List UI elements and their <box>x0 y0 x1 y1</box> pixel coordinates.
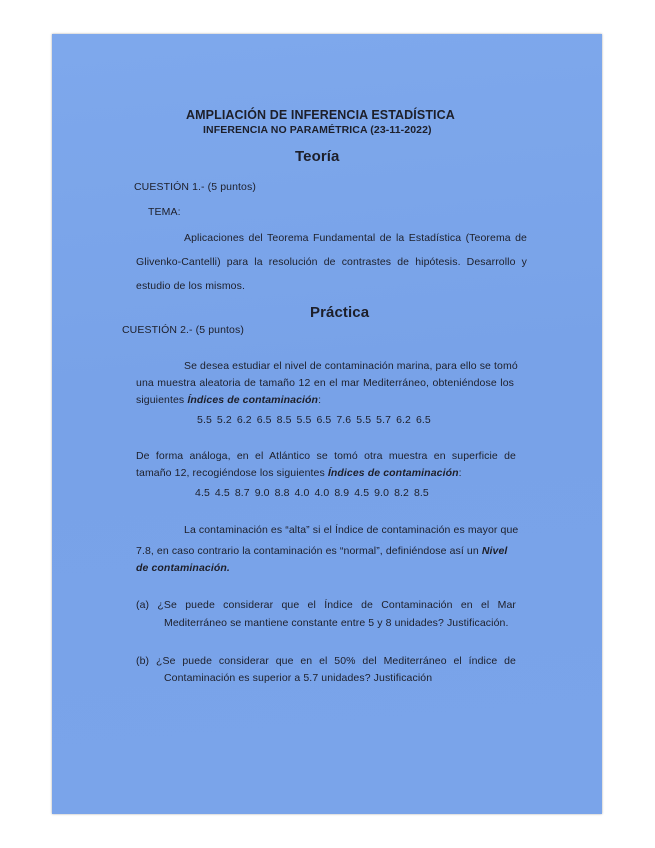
p3-line-1: La contaminación es “alta” si el Índice de contaminación es mayor que <box>184 524 519 536</box>
value: 8.9 <box>334 487 350 499</box>
tema-line-1: Aplicaciones del Teorema Fundamental de la Estadística (Teorema de <box>184 232 527 244</box>
value: 4.0 <box>294 487 310 499</box>
value: 6.5 <box>256 414 272 426</box>
mediterraneo-values <box>197 414 436 426</box>
exam-subtitle: INFERENCIA NO PARAMÉTRICA (23-11-2022) <box>203 124 432 136</box>
value: 8.5 <box>276 414 292 426</box>
value: 6.5 <box>316 414 332 426</box>
value: 8.2 <box>394 487 409 499</box>
question-a-line-2: Mediterráneo se mantiene constante entre 5 y 8 unidades? Justificación. <box>164 617 509 629</box>
p1-line-1: Se desea estudiar el nivel de contaminación marina, para ello se tomó <box>184 360 518 372</box>
p3-line-2-emphasis: Nivel <box>481 545 508 557</box>
question-b-line-2: Contaminación es superior a 5.7 unidades? Justificación <box>164 672 433 684</box>
value: 5.5 <box>356 414 372 426</box>
value: 4.5 <box>214 487 230 499</box>
p1-line-3 <box>136 394 321 406</box>
value: 9.0 <box>254 487 270 499</box>
p1-line-3-emphasis: Índices de contaminación <box>187 394 319 406</box>
practica-heading: Práctica <box>310 304 370 321</box>
p2-line-2 <box>136 467 462 479</box>
value: 4.0 <box>314 487 330 499</box>
p1-line-2: una muestra aleatoria de tamaño 12 en el mar Mediterráneo, obteniéndose los <box>136 377 514 389</box>
value: 8.5 <box>413 487 429 499</box>
value: 5.5 <box>296 414 312 426</box>
p3-line-3-emphasis: de contaminación. <box>136 562 230 574</box>
value: 5.5 <box>197 414 212 426</box>
value: 6.2 <box>236 414 252 426</box>
value: 6.5 <box>415 414 431 426</box>
value: 8.8 <box>274 487 290 499</box>
exam-sheet <box>52 34 602 814</box>
value: 6.2 <box>396 414 411 426</box>
value: 5.7 <box>376 414 392 426</box>
atlantico-values <box>195 487 434 499</box>
p1-line-3-text: siguientes <box>136 394 188 406</box>
tema-label: TEMA: <box>148 206 181 218</box>
p2-line-1: De forma análoga, en el Atlántico se tomó otra muestra en superficie de <box>136 450 516 462</box>
tema-line-3: estudio de los mismos. <box>136 280 245 292</box>
teoria-heading: Teoría <box>295 148 340 165</box>
p1-line-3-colon: : <box>318 394 322 406</box>
p3-line-2 <box>136 545 507 557</box>
value: 4.5 <box>195 487 210 499</box>
tema-line-2: Glivenko-Cantelli) para la resolución de contrastes de hipótesis. Desarrollo y <box>136 256 527 268</box>
p3-line-3 <box>136 562 230 574</box>
exam-title: AMPLIACIÓN DE INFERENCIA ESTADÍSTICA <box>186 108 455 122</box>
p2-line-2-text: tamaño 12, recogiéndose los siguientes <box>136 467 328 479</box>
question-2-label: CUESTIÓN 2.- (5 puntos) <box>122 324 244 336</box>
value: 9.0 <box>374 487 390 499</box>
question-b-line-1: (b) ¿Se puede considerar que en el 50% del Mediterráneo el índice de <box>136 655 516 667</box>
p2-line-2-colon: : <box>458 467 462 479</box>
question-a-line-1: (a) ¿Se puede considerar que el Índice de Contaminación en el Mar <box>136 599 516 611</box>
p3-line-2-text: 7.8, en caso contrario la contaminación es “normal”, definiéndose así un <box>136 545 482 557</box>
value: 5.2 <box>216 414 232 426</box>
value: 4.5 <box>354 487 370 499</box>
value: 8.7 <box>234 487 250 499</box>
p2-line-2-emphasis: Índices de contaminación <box>327 467 459 479</box>
question-1-label: CUESTIÓN 1.- (5 puntos) <box>134 181 256 193</box>
value: 7.6 <box>336 414 352 426</box>
